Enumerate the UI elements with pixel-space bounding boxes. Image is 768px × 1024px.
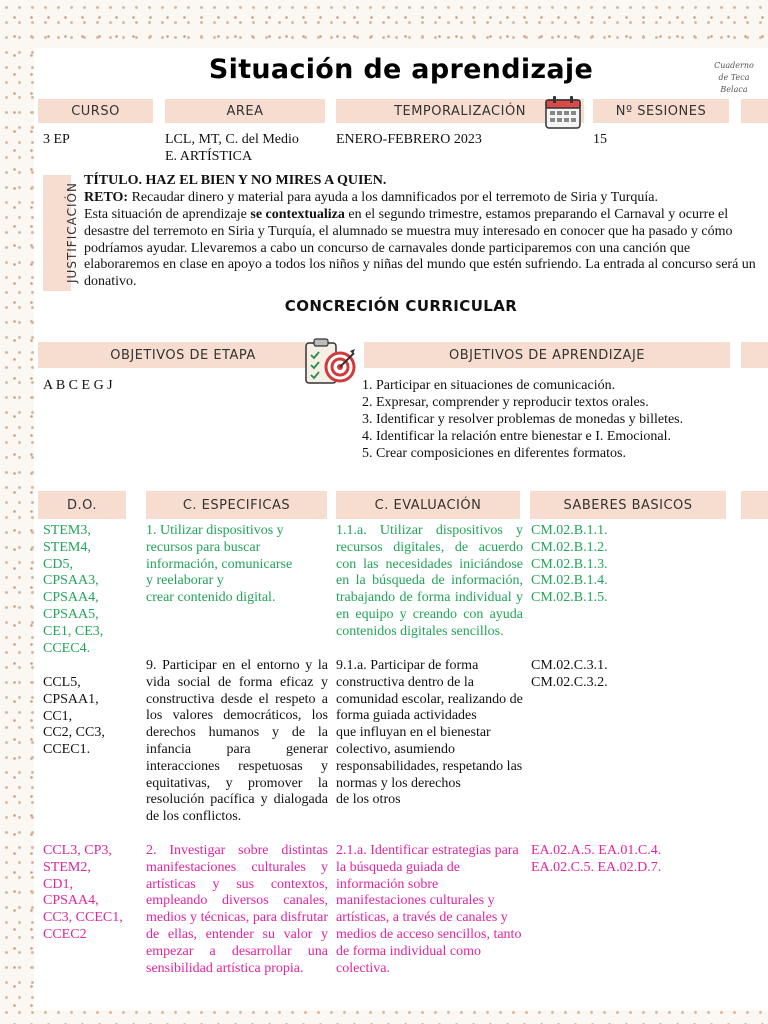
header-curso: CURSO: [38, 99, 153, 123]
objetivos-aprendizaje-list: [336, 377, 768, 462]
row1-c-evaluacion: 1.1.a. Utilizar dispositivos y recursos digitales, de acuerdo con las necesidades iniciándose en la búsqueda de información, trabajando de forma individual y en equipo y creando con ayuda contenidos digitales sencillos.: [336, 523, 523, 639]
row1-do: STEM3, STEM4, CD5, CPSAA3, CPSAA4, CPSAA5, CE1, CE3, CCEC4.: [43, 523, 104, 656]
info-sesiones: 15: [593, 132, 607, 147]
info-temporalizacion: ENERO-FEBRERO 2023: [336, 132, 482, 147]
row2-c-especificas: 9. Participar en el entorno y la vida social de forma eficaz y constructiva desde el respeto a los valores democráticos, los derechos humanos y de la infancia para generar interacciones respetuosas y equitativas, y promover la resolución pacífica y dialogada de los conflictos.: [146, 658, 328, 825]
row1-c-especificas: 1. Utilizar dispositivos y recursos para buscar información, comunicarse y reelaborar y crear contenido digital.: [146, 523, 293, 606]
situacion-titulo: TÍTULO. HAZ EL BIEN Y NO MIRES A QUIEN.: [84, 173, 387, 188]
row2-c-evaluacion: 9.1.a. Participar de forma constructiva dentro de la comunidad escolar, realizando de forma guiada actividades que influyan en el bienestar colectivo, asumiendo responsabilidades, respetando las normas y los derechos de los otros: [336, 658, 523, 808]
row2-do: CCL5, CPSAA1, CC1, CC2, CC3, CCEC1.: [43, 675, 105, 758]
header-do: D.O.: [38, 491, 126, 519]
header-c-evaluacion: C. EVALUACIÓN: [336, 491, 520, 519]
info-area-2: E. ARTÍSTICA: [165, 149, 253, 164]
header-c-especificas: C. ESPECIFICAS: [146, 491, 327, 519]
row1-saberes: CM.02.B.1.1. CM.02.B.1.2. CM.02.B.1.3. CM.02.B.1.4. CM.02.B.1.5.: [531, 523, 608, 606]
objetivo-item: 4. Identificar la relación entre bienestar e I. Emocional.: [376, 428, 768, 445]
justificacion-label-box: [43, 175, 79, 291]
justificacion-text-bold: se contextualiza: [250, 207, 345, 222]
svg-text:de Teca: de Teca: [718, 73, 750, 82]
svg-text:Cuaderno: Cuaderno: [714, 61, 754, 70]
header-objetivos-etapa: OBJETIVOS DE ETAPA: [38, 342, 328, 368]
row2-saberes: CM.02.C.3.1. CM.02.C.3.2.: [531, 658, 608, 690]
header-sesiones: Nº SESIONES: [593, 99, 729, 123]
header-extra-3: [741, 491, 768, 519]
header-saberes-basicos: SABERES BASICOS: [530, 491, 726, 519]
reto-label: RETO:: [84, 190, 129, 205]
row3-do: CCL3, CP3, STEM2, CD1, CPSAA4, CC3, CCEC1, CCEC2: [43, 843, 123, 942]
page-title: Situación de aprendizaje: [208, 54, 594, 85]
info-area-1: LCL, MT, C. del Medio: [165, 132, 299, 147]
header-extra-2: [741, 342, 768, 368]
objetivos-etapa-values: A B C E G J: [43, 378, 113, 393]
logo-icon: [708, 58, 760, 102]
justificacion-paragraph: [84, 207, 760, 291]
reto-text: Recaudar dinero y material para ayuda a los damnificados por el terremoto de Siria y Turquía.: [128, 190, 658, 205]
header-area: AREA: [165, 99, 325, 123]
objetivo-item: 2. Expresar, comprender y reproducir textos orales.: [376, 394, 768, 411]
row3-saberes: EA.02.A.5. EA.01.C.4. EA.02.C.5. EA.02.D.7.: [531, 843, 662, 875]
justificacion-text-c: en el segundo trimestre, estamos preparando el Carnaval y ocurre el desastre del terremoto en Siria y Turquía, el alumnado se muestra muy interesado en conocer que ha pasado y cómo podríamos ayudar. Llevaremos a cabo un concurso de carnavales donde participaremos con una canción que elaboraremos en clase en apoyo a todos los niños y niñas del mundo que estén sufriendo. La entrada al concurso será un donativo.: [84, 207, 756, 290]
concrecion-heading: CONCRECIÓN CURRICULAR: [284, 297, 518, 315]
justificacion-text-a: Esta situación de aprendizaje: [84, 207, 251, 222]
calendar-icon: [544, 94, 582, 135]
reto-line: [84, 190, 760, 207]
header-extra: [741, 99, 768, 123]
row3-c-evaluacion: 2.1.a. Identificar estrategias para la búsqueda guiada de información sobre manifestaciones culturales y artísticas, a través de canales y medios de acceso sencillos, tanto de forma individual como colectiva.: [336, 843, 522, 976]
document-sheet: [34, 48, 768, 1010]
objetivo-item: 5. Crear composiciones en diferentes formatos.: [376, 445, 768, 462]
objetivo-item: 3. Identificar y resolver problemas de monedas y billetes.: [376, 411, 768, 428]
objetivo-item: 1. Participar en situaciones de comunicación.: [376, 377, 768, 394]
svg-text:Belaca: Belaca: [720, 85, 748, 94]
header-temporalizacion: TEMPORALIZACIÓN: [336, 99, 584, 123]
row3-c-especificas: 2. Investigar sobre distintas manifestaciones culturales y artísticas y sus contextos, empleando diversos canales, medios y técnicas, para disfrutar de ellas, entender su valor y empezar a desarrollar una sensibilidad artística propia.: [146, 843, 328, 976]
justificacion-label: JUSTIFICACIÓN: [65, 182, 79, 283]
info-curso: 3 EP: [43, 132, 70, 147]
header-objetivos-aprendizaje: OBJETIVOS DE APRENDIZAJE: [364, 342, 730, 368]
